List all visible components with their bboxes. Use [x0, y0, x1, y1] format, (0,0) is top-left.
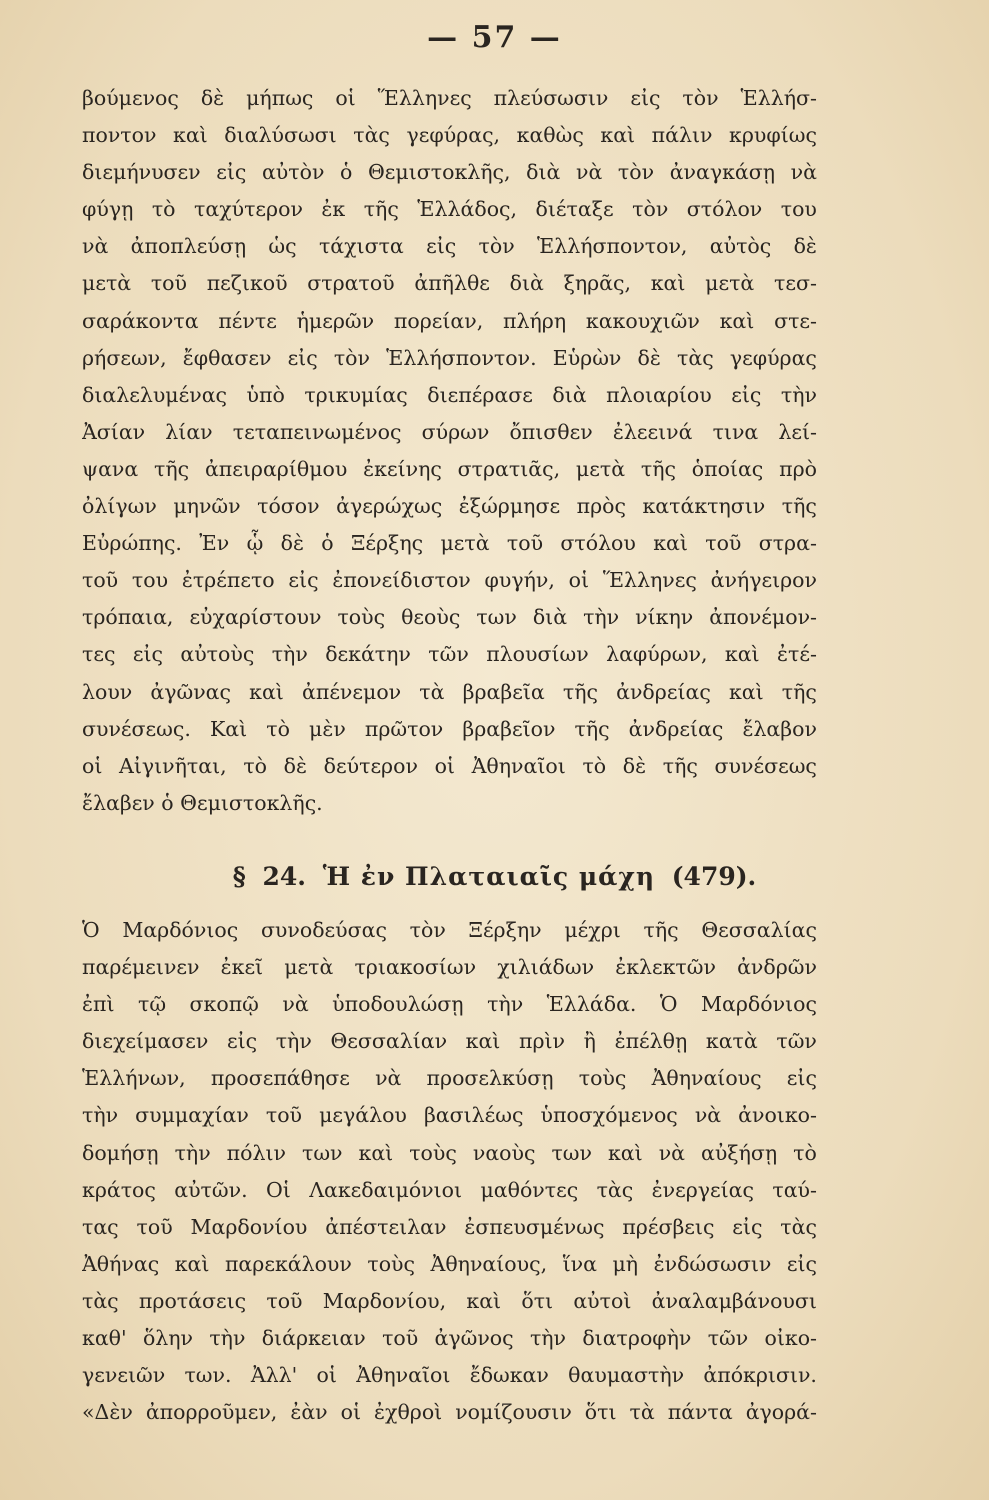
text-line: νὰ ἀποπλεύσῃ ὡς τάχιστα εἰς τὸν Ἑλλήσποντον, αὐτὸς δὲ [82, 234, 817, 259]
text-line: οἱ Αἰγινῆται, τὸ δὲ δεύτερον οἱ Ἀθηναῖοι τὸ δὲ τῆς συνέσεως [82, 753, 817, 778]
text-line: λουν ἀγῶνας καὶ ἀπένεμον τὰ βραβεῖα τῆς ἀνδρείας καὶ τῆς [82, 679, 817, 704]
section-symbol: § [232, 862, 246, 891]
text-line: Ὁ Μαρδόνιος συνοδεύσας τὸν Ξέρξην μέχρι τῆς Θεσσαλίας [82, 918, 817, 942]
text-line: διαλελυμένας ὑπὸ τρικυμίας διεπέρασε διὰ πλοιαρίου εἰς τὴν [82, 382, 817, 407]
paragraph-1 [82, 80, 817, 822]
section-heading [0, 862, 989, 891]
text-line: συνέσεως. Καὶ τὸ μὲν πρῶτον βραβεῖον τῆς ἀνδρείας ἔλαβον [82, 716, 817, 741]
text-line: ὀλίγων μηνῶν τόσον ἀγερώχως ἐξώρμησε πρὸς κατάκτησιν τῆς [82, 494, 817, 519]
text-line: τρόπαια, εὐχαρίστουν τοὺς θεοὺς των διὰ τὴν νίκην ἀπονέμον- [82, 605, 817, 630]
text-line: ρήσεων, ἔφθασεν εἰς τὸν Ἑλλήσποντον. Εὑρὼν δὲ τὰς γεφύρας [82, 345, 817, 370]
text-line: σαράκοντα πέντε ἡμερῶν πορείαν, πλήρη κακουχιῶν καὶ στε- [82, 308, 817, 333]
text-line: τας τοῦ Μαρδονίου ἀπέστειλαν ἐσπευσμένως πρέσβεις εἰς τὰς [82, 1214, 817, 1239]
text-line: καθ' ὅλην τὴν διάρκειαν τοῦ ἀγῶνος τὴν διατροφὴν τῶν οἰκο- [82, 1326, 817, 1351]
text-line: τοῦ του ἐτρέπετο εἰς ἐπονείδιστον φυγήν, οἱ Ἕλληνες ἀνήγειρον [82, 568, 817, 593]
text-line: Ἑλλήνων, προσεπάθησε νὰ προσελκύσῃ τοὺς Ἀθηναίους εἰς [82, 1066, 817, 1091]
text-line: ποντον καὶ διαλύσωσι τὰς γεφύρας, καθὼς καὶ πάλιν κρυφίως [82, 123, 817, 148]
text-line: δομήσῃ τὴν πόλιν των καὶ τοὺς ναοὺς των καὶ νὰ αὐξήσῃ τὸ [82, 1140, 817, 1165]
page-number: — 57 — [427, 20, 562, 55]
text-line: Ἀθήνας καὶ παρεκάλουν τοὺς Ἀθηναίους, ἵνα μὴ ἐνδώσωσιν εἰς [82, 1251, 817, 1276]
text-line: ψανα τῆς ἀπειραρίθμου ἐκείνης στρατιᾶς, μετὰ τῆς ὁποίας πρὸ [82, 456, 817, 481]
text-line: διεμήνυσεν εἰς αὐτὸν ὁ Θεμιστοκλῆς, διὰ νὰ τὸν ἀναγκάσῃ νὰ [82, 160, 817, 185]
text-line: φύγῃ τὸ ταχύτερον ἐκ τῆς Ἑλλάδος, διέταξε τὸν στόλον του [82, 197, 817, 222]
section-year: (479). [671, 862, 757, 891]
section-title: Ἡ ἐν Πλαταιαῖς μάχη [322, 862, 655, 891]
section-number: 24. [262, 862, 307, 891]
text-line: Ἀσίαν λίαν τεταπεινωμένος σύρων ὄπισθεν ἐλεεινά τινα λεί- [82, 419, 817, 444]
text-line: γενειῶν των. Ἀλλ' οἱ Ἀθηναῖοι ἔδωκαν θαυμαστὴν ἀπόκρισιν. [82, 1363, 817, 1388]
paragraph-2 [82, 912, 817, 1431]
text-line: παρέμεινεν ἐκεῖ μετὰ τριακοσίων χιλιάδων ἐκλεκτῶν ἀνδρῶν [82, 955, 817, 980]
text-line: βούμενος δὲ μήπως οἱ Ἕλληνες πλεύσωσιν εἰς τὸν Ἑλλήσ- [82, 86, 817, 110]
text-line: ἔλαβεν ὁ Θεμιστοκλῆς. [82, 790, 323, 815]
text-line: διεχείμασεν εἰς τὴν Θεσσαλίαν καὶ πρὶν ἢ ἐπέλθῃ κατὰ τῶν [82, 1029, 817, 1054]
text-line: «Δὲν ἀπορροῦμεν, ἐὰν οἱ ἐχθροὶ νομίζουσιν ὅτι τὰ πάντα ἀγορά- [82, 1400, 817, 1425]
text-line: ἐπὶ τῷ σκοπῷ νὰ ὑποδουλώσῃ τὴν Ἑλλάδα. Ὁ Μαρδόνιος [82, 992, 817, 1017]
text-line: κράτος αὐτῶν. Οἱ Λακεδαιμόνιοι μαθόντες τὰς ἐνεργείας ταύ- [82, 1177, 817, 1202]
text-line: Εὐρώπης. Ἐν ᾧ δὲ ὁ Ξέρξης μετὰ τοῦ στόλου καὶ τοῦ στρα- [82, 531, 817, 556]
text-line: τὰς προτάσεις τοῦ Μαρδονίου, καὶ ὅτι αὐτοὶ ἀναλαμβάνουσι [82, 1288, 817, 1313]
text-line: τὴν συμμαχίαν τοῦ μεγάλου βασιλέως ὑποσχόμενος νὰ ἀνοικο- [82, 1103, 817, 1128]
text-line: τες εἰς αὐτοὺς τὴν δεκάτην τῶν πλουσίων λαφύρων, καὶ ἐτέ- [82, 642, 817, 667]
text-line: μετὰ τοῦ πεζικοῦ στρατοῦ ἀπῆλθε διὰ ξηρᾶς, καὶ μετὰ τεσ- [82, 271, 817, 296]
